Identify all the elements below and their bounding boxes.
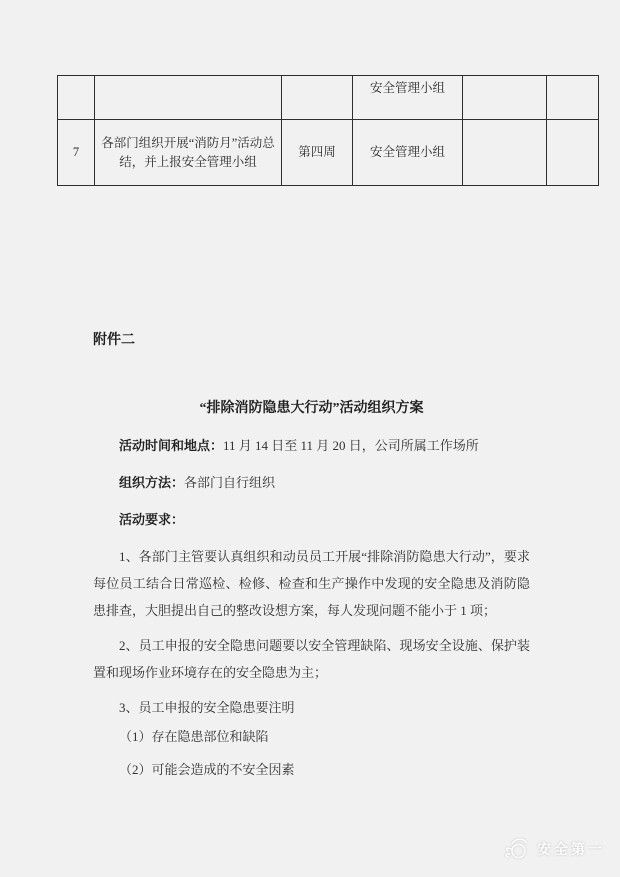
- cell-seq: [58, 76, 95, 120]
- cell-owner: 安全管理小组: [353, 120, 463, 186]
- requirement-item-3: 3、员工申报的安全隐患要注明: [119, 700, 295, 715]
- cell-week: [282, 76, 353, 120]
- dove-icon: [502, 836, 532, 862]
- table-row-7: [58, 120, 599, 186]
- cell-owner: 安全管理小组: [353, 76, 463, 120]
- cell-seq: 7: [58, 120, 95, 186]
- cell-empty: [547, 76, 599, 120]
- meta-time-place: [93, 432, 530, 459]
- requirement-subitem-2: （2）可能会造成的不安全因素: [119, 762, 295, 777]
- meta-organization-label: 组织方法：: [119, 475, 185, 490]
- meta-organization-value: 各部门自行组织: [184, 475, 276, 490]
- brand-text: 安全第一: [537, 841, 605, 857]
- cell-week: 第四周: [282, 120, 353, 186]
- requirement-item-1: 1、各部门主管要认真组织和动员员工开展“排除消防隐患大行动”，要求每位员工结合日常巡检、检修、检查和生产操作中发现的安全隐患及消防隐患排查，大胆提出自己的整改设想方案，每人发现问题不能小于 1 项；: [93, 549, 530, 618]
- requirement-item-2: 2、员工申报的安全隐患问题要以安全管理缺陷、现场安全设施、保护装置和现场作业环境存在的安全隐患为主；: [93, 638, 530, 680]
- meta-requirements-heading: [93, 506, 530, 533]
- fire-month-schedule-table: [57, 75, 599, 186]
- meta-time-place-value: 11 月 14 日至 11 月 20 日，公司所属工作场所: [223, 438, 479, 453]
- table-row-previous: [58, 76, 599, 120]
- cell-empty: [463, 76, 547, 120]
- cell-empty: [547, 120, 599, 186]
- cell-empty: [463, 120, 547, 186]
- document-title: “排除消防隐患大行动”活动组织方案: [199, 401, 424, 416]
- cell-task: [95, 76, 282, 120]
- attachment-heading: 附件二: [93, 333, 135, 348]
- cell-task: 各部门组织开展“消防月”活动总结，并上报安全管理小组: [95, 120, 282, 186]
- requirement-subitem-1: （1）存在隐患部位和缺陷: [119, 729, 269, 744]
- meta-organization: [93, 469, 530, 496]
- document-body: [93, 327, 530, 783]
- meta-requirements-label: 活动要求：: [119, 512, 185, 527]
- brand-footer: [502, 836, 605, 862]
- meta-time-place-label: 活动时间和地点：: [119, 438, 224, 453]
